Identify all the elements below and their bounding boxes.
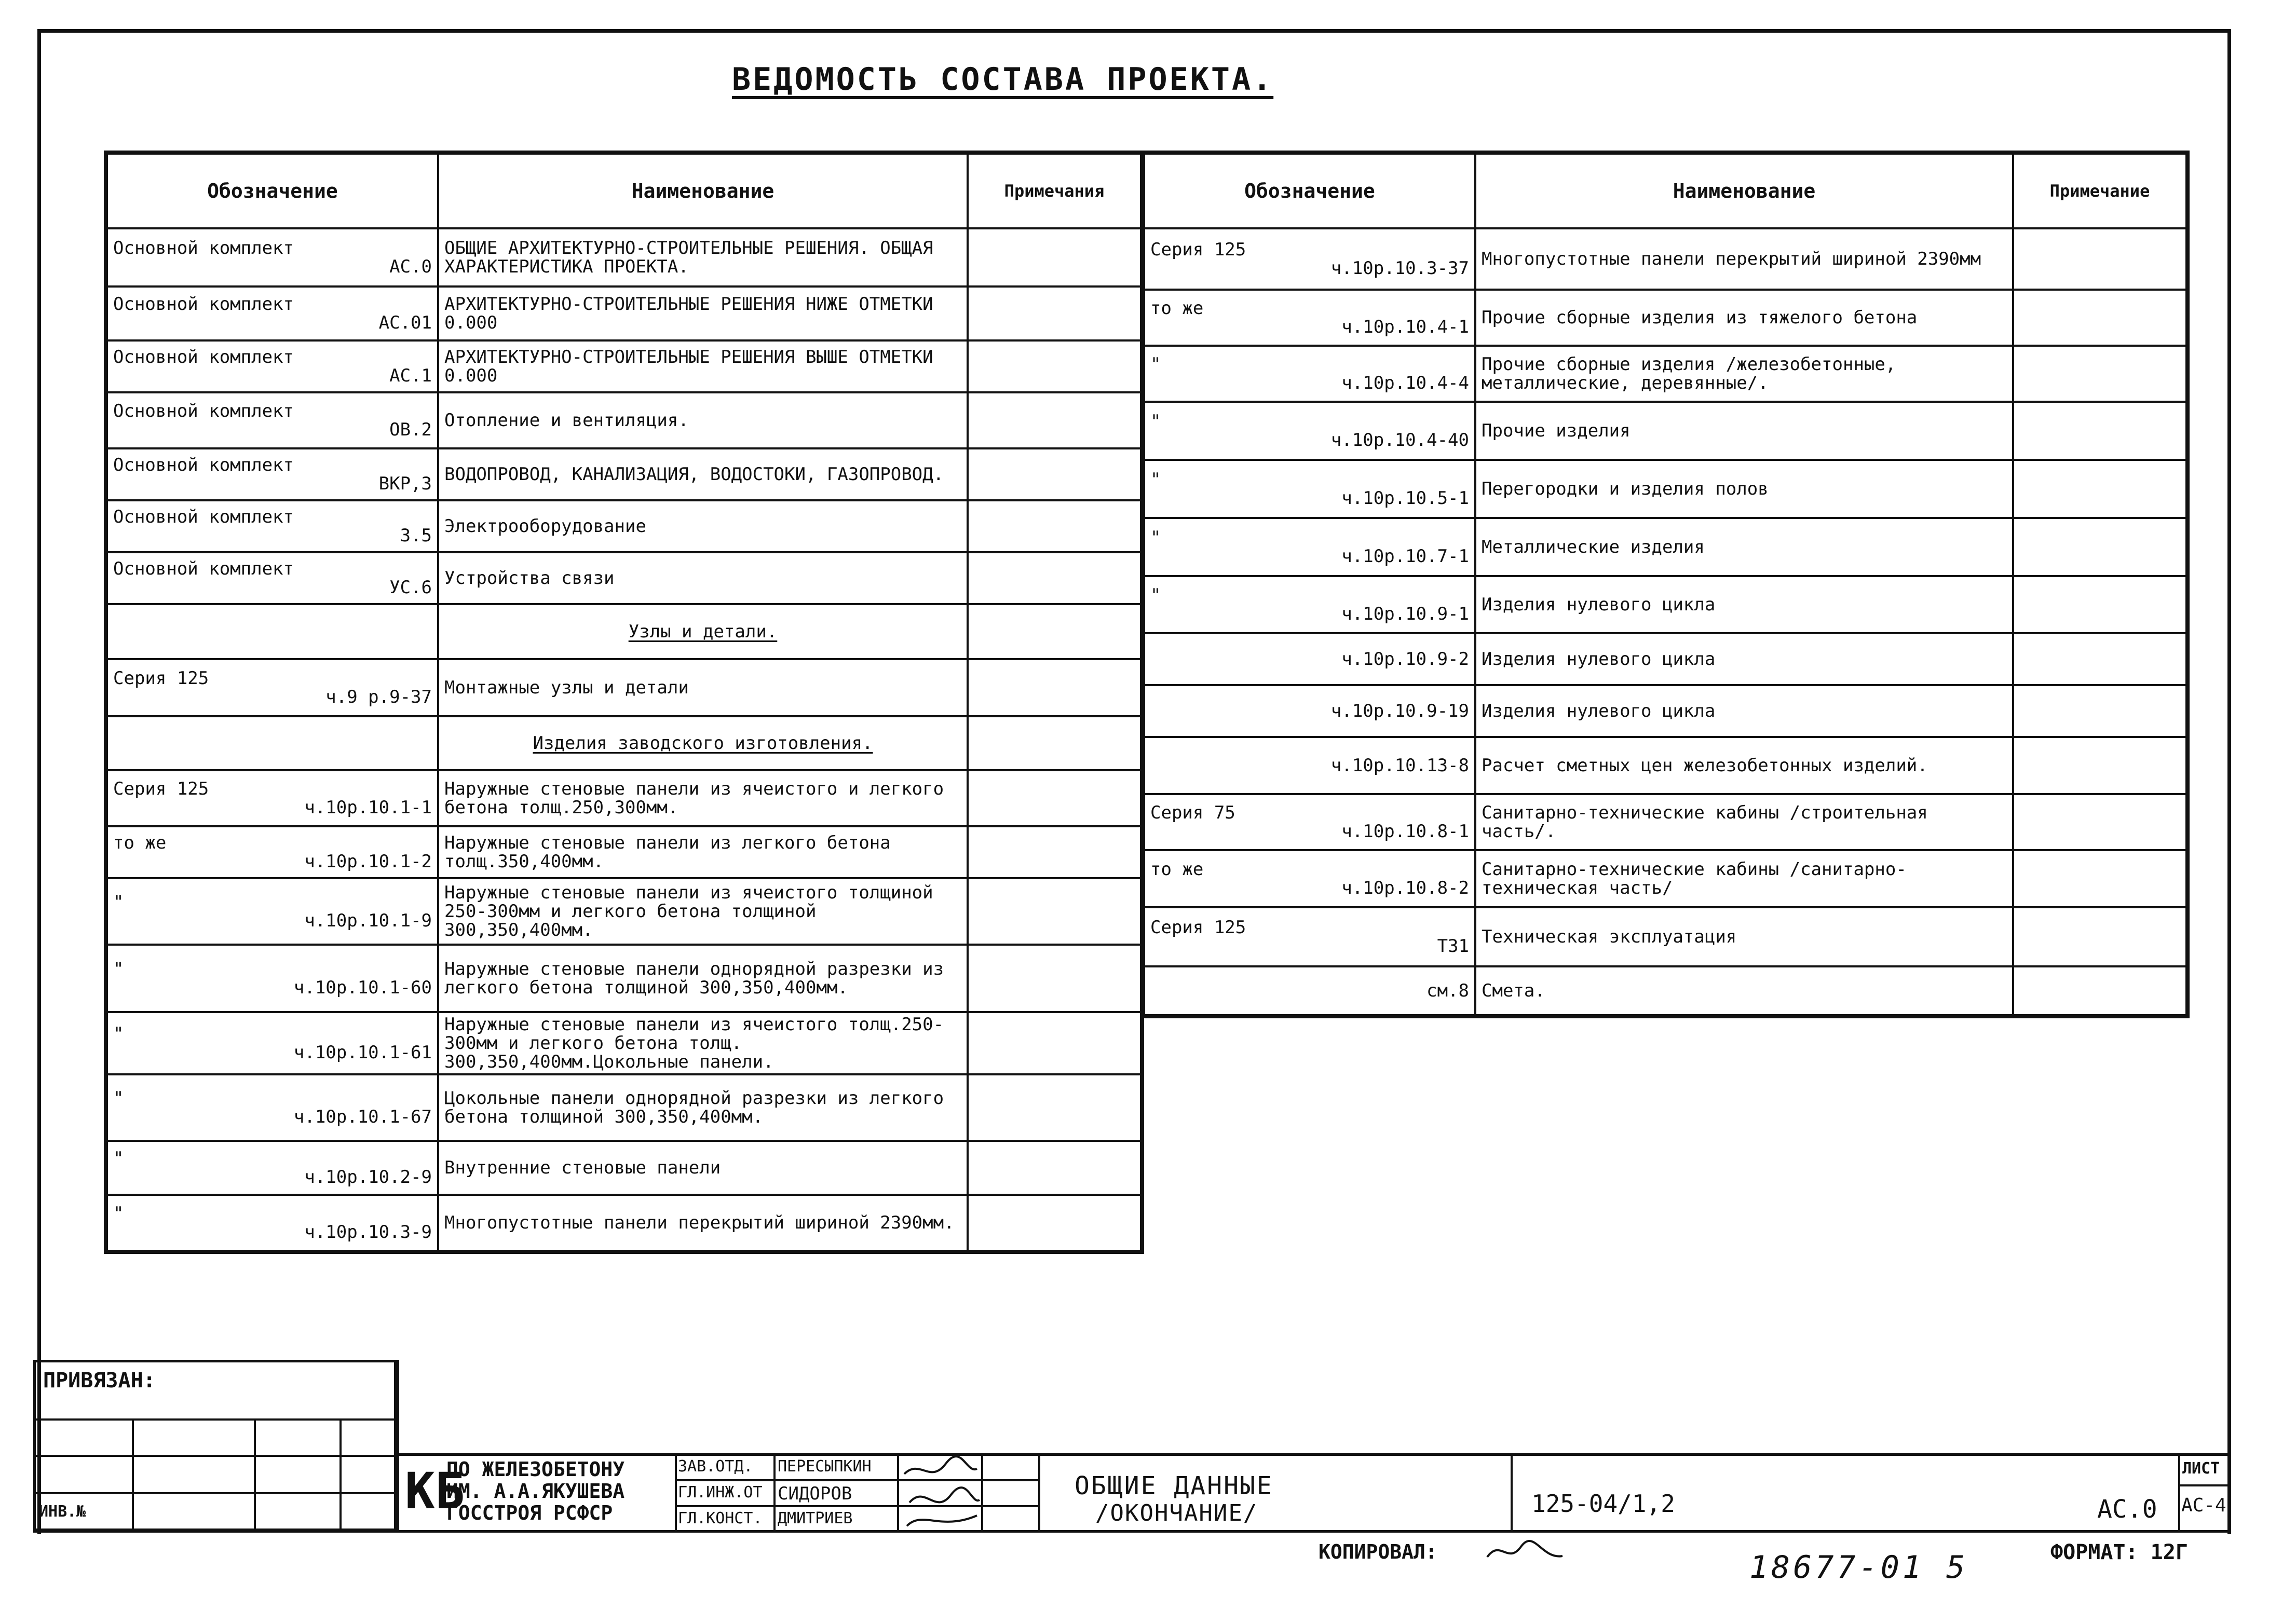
designation bbox=[113, 295, 432, 332]
divider bbox=[2178, 1484, 2231, 1486]
name-cell: Изделия заводского изготовления. bbox=[438, 716, 968, 770]
divider bbox=[1511, 1453, 1513, 1531]
note-cell bbox=[2013, 576, 2188, 633]
stamp-top-line bbox=[397, 1453, 2231, 1456]
note-cell bbox=[2013, 633, 2188, 685]
table-header bbox=[1143, 153, 2188, 228]
designation bbox=[113, 834, 432, 871]
table-row bbox=[106, 228, 1142, 286]
table-row bbox=[106, 604, 1142, 659]
name-cell: Санитарно-технические кабины /строительная часть/. bbox=[1475, 794, 2013, 850]
name-cell: ОБЩИЕ АРХИТЕКТУРНО-СТРОИТЕЛЬНЫЕ РЕШЕНИЯ. ОБЩАЯ ХАРАКТЕРИСТИКА ПРОЕКТА. bbox=[438, 228, 968, 286]
table-row bbox=[106, 500, 1142, 552]
designation bbox=[113, 239, 432, 276]
designation-code: ч.10р.10.13-8 bbox=[1330, 755, 1469, 776]
designation-series: то же bbox=[1150, 859, 1204, 880]
designation-code: ч.10р.10.8-2 bbox=[1341, 878, 1469, 898]
designation bbox=[113, 1025, 432, 1062]
note-cell bbox=[968, 1141, 1142, 1195]
designation bbox=[113, 456, 432, 493]
designation-cell bbox=[106, 770, 438, 826]
name-cell: АРХИТЕКТУРНО-СТРОИТЕЛЬНЫЕ РЕШЕНИЯ НИЖЕ ОТМЕТКИ 0.000 bbox=[438, 286, 968, 340]
designation-cell bbox=[1143, 737, 1475, 794]
designation-series: " bbox=[1150, 354, 1161, 375]
designation-series: " bbox=[113, 959, 124, 979]
designation-cell bbox=[106, 1012, 438, 1074]
format-label: ФОРМАТ: 12Г bbox=[2050, 1540, 2188, 1564]
role-chief-designer: ГЛ.КОНСТ. bbox=[678, 1509, 763, 1527]
designation bbox=[1150, 650, 1469, 668]
note-cell bbox=[2013, 850, 2188, 907]
name-cell: Техническая эксплуатация bbox=[1475, 907, 2013, 966]
designation-code: ч.10р.10.9-2 bbox=[1341, 649, 1469, 670]
name-chief-designer: ДМИТРИЕВ bbox=[778, 1509, 853, 1527]
designation-code: ч.10р.10.5-1 bbox=[1341, 488, 1469, 509]
note-cell bbox=[968, 448, 1142, 500]
note-cell bbox=[2013, 228, 2188, 290]
doc-code: 125-04/1,2 bbox=[1531, 1490, 1675, 1518]
table-row bbox=[1143, 402, 2188, 460]
note-cell bbox=[968, 878, 1142, 945]
note-cell bbox=[2013, 907, 2188, 966]
sheet-number: АС-4 bbox=[2181, 1495, 2226, 1516]
name-cell: Внутренние стеновые панели bbox=[438, 1141, 968, 1195]
name-cell: Санитарно-технические кабины /санитарно-техническая часть/ bbox=[1475, 850, 2013, 907]
copied-by-label: КОПИРОВАЛ: bbox=[1319, 1540, 1437, 1563]
designation bbox=[1150, 299, 1469, 336]
note-cell bbox=[968, 1195, 1142, 1252]
table-row bbox=[106, 878, 1142, 945]
designation-series: то же bbox=[113, 833, 167, 853]
note-cell bbox=[968, 286, 1142, 340]
designation bbox=[113, 960, 432, 997]
name-cell: Прочие сборные изделия /железобетонные, металлические, деревянные/. bbox=[1475, 346, 2013, 402]
designation-series: Серия 125 bbox=[1150, 239, 1246, 260]
designation-cell bbox=[106, 604, 438, 659]
table-row bbox=[106, 1074, 1142, 1141]
note-cell bbox=[2013, 794, 2188, 850]
designation-cell bbox=[106, 716, 438, 770]
note-cell bbox=[2013, 346, 2188, 402]
bound-box bbox=[33, 1360, 397, 1531]
table-row bbox=[1143, 346, 2188, 402]
note-cell bbox=[2013, 518, 2188, 576]
designation bbox=[1150, 756, 1469, 775]
designation-series: Основной комплект bbox=[113, 455, 294, 475]
org-line: ПО ЖЕЛЕЗОБЕТОНУ bbox=[446, 1458, 625, 1481]
designation bbox=[113, 893, 432, 930]
table-row bbox=[106, 770, 1142, 826]
designation-series: " bbox=[113, 1203, 124, 1224]
designation bbox=[1150, 586, 1469, 623]
designation-cell bbox=[106, 945, 438, 1012]
designation-series: " bbox=[1150, 469, 1161, 490]
designation-series: Серия 125 bbox=[113, 668, 209, 689]
designation bbox=[113, 402, 432, 439]
designation-code: ОВ.2 bbox=[389, 419, 432, 440]
register-table-left bbox=[104, 151, 1144, 1254]
table-row bbox=[106, 945, 1142, 1012]
note-cell bbox=[968, 552, 1142, 604]
designation-series: " bbox=[113, 1088, 124, 1109]
designation bbox=[1150, 240, 1469, 278]
note-cell bbox=[968, 716, 1142, 770]
table-row bbox=[1143, 228, 2188, 290]
designation bbox=[1150, 702, 1469, 720]
role-head: ЗАВ.ОТД. bbox=[678, 1457, 753, 1476]
header-name: Наименование bbox=[1475, 153, 2013, 228]
table-row bbox=[1143, 518, 2188, 576]
divider bbox=[981, 1453, 983, 1531]
bound-label: ПРИВЯЗАН: bbox=[43, 1369, 156, 1393]
designation-series: Основной комплект bbox=[113, 347, 294, 367]
name-cell: ВОДОПРОВОД, КАНАЛИЗАЦИЯ, ВОДОСТОКИ, ГАЗОПРОВОД. bbox=[438, 448, 968, 500]
designation-cell bbox=[106, 878, 438, 945]
designation-cell bbox=[1143, 460, 1475, 518]
note-cell bbox=[2013, 685, 2188, 737]
page-title: ВЕДОМОСТЬ СОСТАВА ПРОЕКТА. bbox=[732, 61, 1274, 98]
designation-code: ч.10р.10.1-2 bbox=[304, 851, 432, 872]
designation-code: ч.10р.10.3-37 bbox=[1330, 258, 1469, 279]
designation bbox=[113, 508, 432, 545]
designation-series: то же bbox=[1150, 298, 1204, 319]
table-row bbox=[1143, 966, 2188, 1016]
header-designation: Обозначение bbox=[106, 153, 438, 228]
designation-code: АС.0 bbox=[389, 256, 432, 277]
table-header bbox=[106, 153, 1142, 228]
table-row bbox=[106, 340, 1142, 392]
designation-code: ч.10р.10.1-9 bbox=[304, 910, 432, 931]
name-cell: Прочие изделия bbox=[1475, 402, 2013, 460]
note-cell bbox=[968, 604, 1142, 659]
designation-code: ч.10р.10.9-19 bbox=[1330, 701, 1469, 721]
name-cell: Устройства связи bbox=[438, 552, 968, 604]
designation-series: " bbox=[1150, 585, 1161, 606]
designation-code: ч.10р.10.4-40 bbox=[1330, 430, 1469, 451]
designation-code: АС.1 bbox=[389, 365, 432, 386]
sheet-label: ЛИСТ bbox=[2182, 1459, 2220, 1478]
designation-cell bbox=[1143, 850, 1475, 907]
designation-cell bbox=[106, 228, 438, 286]
name-cell: Металлические изделия bbox=[1475, 518, 2013, 576]
designation-cell bbox=[1143, 633, 1475, 685]
designation-series: Основной комплект bbox=[113, 238, 294, 258]
table-row bbox=[106, 1141, 1142, 1195]
divider bbox=[339, 1418, 342, 1529]
name-cell: Узлы и детали. bbox=[438, 604, 968, 659]
name-cell: Многопустотные панели перекрытий шириной 2390мм. bbox=[438, 1195, 968, 1252]
designation-code: УС.6 bbox=[389, 577, 432, 598]
designation-code: Т31 bbox=[1437, 936, 1469, 957]
designation-cell bbox=[1143, 228, 1475, 290]
note-cell bbox=[968, 770, 1142, 826]
set-code: АС.0 bbox=[2097, 1495, 2157, 1524]
designation-code: ч.10р.10.7-1 bbox=[1341, 546, 1469, 567]
name-cell: Прочие сборные изделия из тяжелого бетона bbox=[1475, 290, 2013, 346]
archive-number: 18677-01 5 bbox=[1749, 1549, 1968, 1586]
name-cell: Смета. bbox=[1475, 966, 2013, 1016]
designation-cell bbox=[106, 392, 438, 448]
table-row bbox=[106, 392, 1142, 448]
designation-series: Основной комплект bbox=[113, 401, 294, 421]
designation-series: Основной комплект bbox=[113, 558, 294, 579]
designation-series: Основной комплект bbox=[113, 507, 294, 527]
name-cell: Наружные стеновые панели из ячеистого и легкого бетона толщ.250,300мм. bbox=[438, 770, 968, 826]
designation bbox=[1150, 981, 1469, 1000]
designation-code: ч.10р.10.3-9 bbox=[304, 1222, 432, 1243]
org-name bbox=[446, 1458, 624, 1524]
table-row bbox=[106, 1195, 1142, 1252]
name-cell: Изделия нулевого цикла bbox=[1475, 576, 2013, 633]
designation-series: " bbox=[113, 1023, 124, 1044]
doc-title-line2: /ОКОНЧАНИЕ/ bbox=[1095, 1500, 1258, 1526]
designation-code: ч.10р.10.9-1 bbox=[1341, 604, 1469, 624]
designation-series: " bbox=[1150, 527, 1161, 548]
table-row bbox=[1143, 576, 2188, 633]
divider bbox=[675, 1453, 677, 1531]
note-cell bbox=[968, 826, 1142, 878]
table-row bbox=[1143, 907, 2188, 966]
name-cell: Отопление и вентиляция. bbox=[438, 392, 968, 448]
table-row bbox=[1143, 460, 2188, 518]
designation-code: 3.5 bbox=[400, 525, 432, 546]
divider bbox=[132, 1418, 134, 1529]
designation-cell bbox=[1143, 685, 1475, 737]
table-row bbox=[1143, 794, 2188, 850]
designation-cell bbox=[106, 659, 438, 716]
designation-cell bbox=[1143, 290, 1475, 346]
designation-series: Серия 125 bbox=[113, 779, 209, 799]
designation bbox=[113, 1204, 432, 1241]
org-code: КБ bbox=[405, 1462, 465, 1520]
name-head: ПЕРЕСЫПКИН bbox=[778, 1457, 872, 1476]
name-cell: Цокольные панели однорядной разрезки из легкого бетона толщиной 300,350,400мм. bbox=[438, 1074, 968, 1141]
designation bbox=[1150, 355, 1469, 392]
designation bbox=[1150, 470, 1469, 508]
designation-code: ч.10р.10.2-9 bbox=[304, 1167, 432, 1188]
designation-code: ч.10р.10.1-67 bbox=[293, 1107, 432, 1127]
designation-cell bbox=[1143, 966, 1475, 1016]
register-table-right bbox=[1141, 151, 2190, 1018]
header-note: Примечания bbox=[968, 153, 1142, 228]
designation-cell bbox=[1143, 576, 1475, 633]
signatures-graphic bbox=[899, 1453, 981, 1531]
divider bbox=[397, 1360, 399, 1531]
designation bbox=[1150, 860, 1469, 897]
inventory-label: ИНВ.№ bbox=[39, 1503, 86, 1521]
designation-cell bbox=[1143, 402, 1475, 460]
table-row bbox=[106, 826, 1142, 878]
designation-cell bbox=[106, 500, 438, 552]
divider bbox=[675, 1479, 1038, 1481]
divider bbox=[675, 1505, 1038, 1507]
designation-code: ч.10р.10.1-60 bbox=[293, 977, 432, 998]
designation-series: " bbox=[113, 1148, 124, 1169]
designation-cell bbox=[106, 340, 438, 392]
designation-code: ч.10р.10.8-1 bbox=[1341, 821, 1469, 842]
designation bbox=[1150, 803, 1469, 841]
designation-series: " bbox=[1150, 411, 1161, 432]
name-cell: Расчет сметных цен железобетонных изделий. bbox=[1475, 737, 2013, 794]
designation bbox=[1150, 412, 1469, 449]
designation-cell bbox=[1143, 346, 1475, 402]
designation-cell bbox=[106, 448, 438, 500]
designation-code: ч.10р.10.1-1 bbox=[304, 797, 432, 818]
designation-series: " bbox=[113, 892, 124, 912]
table-row bbox=[106, 286, 1142, 340]
name-cell: Изделия нулевого цикла bbox=[1475, 685, 2013, 737]
note-cell bbox=[2013, 402, 2188, 460]
table-row bbox=[1143, 850, 2188, 907]
designation-cell bbox=[106, 1074, 438, 1141]
name-cell: Электрооборудование bbox=[438, 500, 968, 552]
designation-cell bbox=[106, 1195, 438, 1252]
divider bbox=[773, 1453, 776, 1531]
header-designation: Обозначение bbox=[1143, 153, 1475, 228]
designation bbox=[113, 780, 432, 817]
name-cell: Наружные стеновые панели из ячеистого толщиной 250-300мм и легкого бетона толщиной 300,350,400мм. bbox=[438, 878, 968, 945]
name-cell: Изделия нулевого цикла bbox=[1475, 633, 2013, 685]
designation-series: Серия 75 bbox=[1150, 802, 1235, 823]
designation bbox=[113, 669, 432, 706]
designation-code: ч.9 р.9-37 bbox=[325, 687, 432, 707]
table-row bbox=[106, 552, 1142, 604]
name-cell: АРХИТЕКТУРНО-СТРОИТЕЛЬНЫЕ РЕШЕНИЯ ВЫШЕ ОТМЕТКИ 0.000 bbox=[438, 340, 968, 392]
note-cell bbox=[2013, 737, 2188, 794]
divider bbox=[1038, 1453, 1040, 1531]
note-cell bbox=[968, 1074, 1142, 1141]
designation bbox=[1150, 918, 1469, 956]
note-cell bbox=[968, 228, 1142, 286]
note-cell bbox=[968, 659, 1142, 716]
table-row bbox=[106, 1012, 1142, 1074]
designation-code: ч.10р.10.1-61 bbox=[293, 1042, 432, 1063]
note-cell bbox=[2013, 966, 2188, 1016]
org-line: ГОССТРОЯ РСФСР bbox=[446, 1502, 613, 1524]
note-cell bbox=[968, 392, 1142, 448]
table-row bbox=[1143, 290, 2188, 346]
table-row bbox=[1143, 633, 2188, 685]
designation bbox=[113, 1149, 432, 1186]
designation-cell bbox=[106, 552, 438, 604]
designation-cell bbox=[106, 826, 438, 878]
doc-title-line1: ОБЩИЕ ДАННЫЕ bbox=[1075, 1471, 1273, 1500]
note-cell bbox=[968, 945, 1142, 1012]
designation bbox=[113, 1089, 432, 1126]
designation-series: Серия 125 bbox=[1150, 917, 1246, 938]
name-cell: Монтажные узлы и детали bbox=[438, 659, 968, 716]
role-chief-engineer: ГЛ.ИНЖ.ОТ bbox=[678, 1483, 763, 1502]
copier-signature-graphic bbox=[1485, 1536, 1568, 1567]
table-row bbox=[1143, 737, 2188, 794]
header-name: Наименование bbox=[438, 153, 968, 228]
designation-cell bbox=[106, 1141, 438, 1195]
name-cell: Наружные стеновые панели из легкого бетона толщ.350,400мм. bbox=[438, 826, 968, 878]
note-cell bbox=[2013, 460, 2188, 518]
note-cell bbox=[968, 1012, 1142, 1074]
table-row bbox=[106, 659, 1142, 716]
name-cell: Многопустотные панели перекрытий шириной 2390мм bbox=[1475, 228, 2013, 290]
designation bbox=[113, 348, 432, 385]
designation-code: АС.01 bbox=[378, 312, 432, 333]
header-note: Примечание bbox=[2013, 153, 2188, 228]
org-line: ИМ. А.А.ЯКУШЕВА bbox=[446, 1480, 625, 1503]
note-cell bbox=[968, 340, 1142, 392]
designation-code: ч.10р.10.4-4 bbox=[1341, 373, 1469, 393]
designation-cell bbox=[106, 286, 438, 340]
name-cell: Перегородки и изделия полов bbox=[1475, 460, 2013, 518]
table-row bbox=[1143, 685, 2188, 737]
designation-series: Основной комплект bbox=[113, 294, 294, 315]
designation-cell bbox=[1143, 907, 1475, 966]
divider bbox=[2178, 1453, 2180, 1531]
designation-cell bbox=[1143, 518, 1475, 576]
note-cell bbox=[2013, 290, 2188, 346]
designation-code: ч.10р.10.4-1 bbox=[1341, 317, 1469, 337]
table-row bbox=[106, 448, 1142, 500]
designation bbox=[1150, 528, 1469, 566]
note-cell bbox=[968, 500, 1142, 552]
designation bbox=[113, 559, 432, 597]
table-row bbox=[106, 716, 1142, 770]
divider bbox=[254, 1418, 256, 1529]
stamp-bottom-line bbox=[33, 1530, 2231, 1533]
name-chief-engineer: СИДОРОВ bbox=[778, 1483, 852, 1504]
name-cell: Наружные стеновые панели однорядной разрезки из легкого бетона толщиной 300,350,400мм. bbox=[438, 945, 968, 1012]
designation-cell bbox=[1143, 794, 1475, 850]
designation-code: ВКР,3 bbox=[378, 473, 432, 494]
name-cell: Наружные стеновые панели из ячеистого толщ.250-300мм и легкого бетона толщ. 300,350,400мм.Цокольные панели. bbox=[438, 1012, 968, 1074]
designation-code: см.8 bbox=[1426, 980, 1469, 1001]
